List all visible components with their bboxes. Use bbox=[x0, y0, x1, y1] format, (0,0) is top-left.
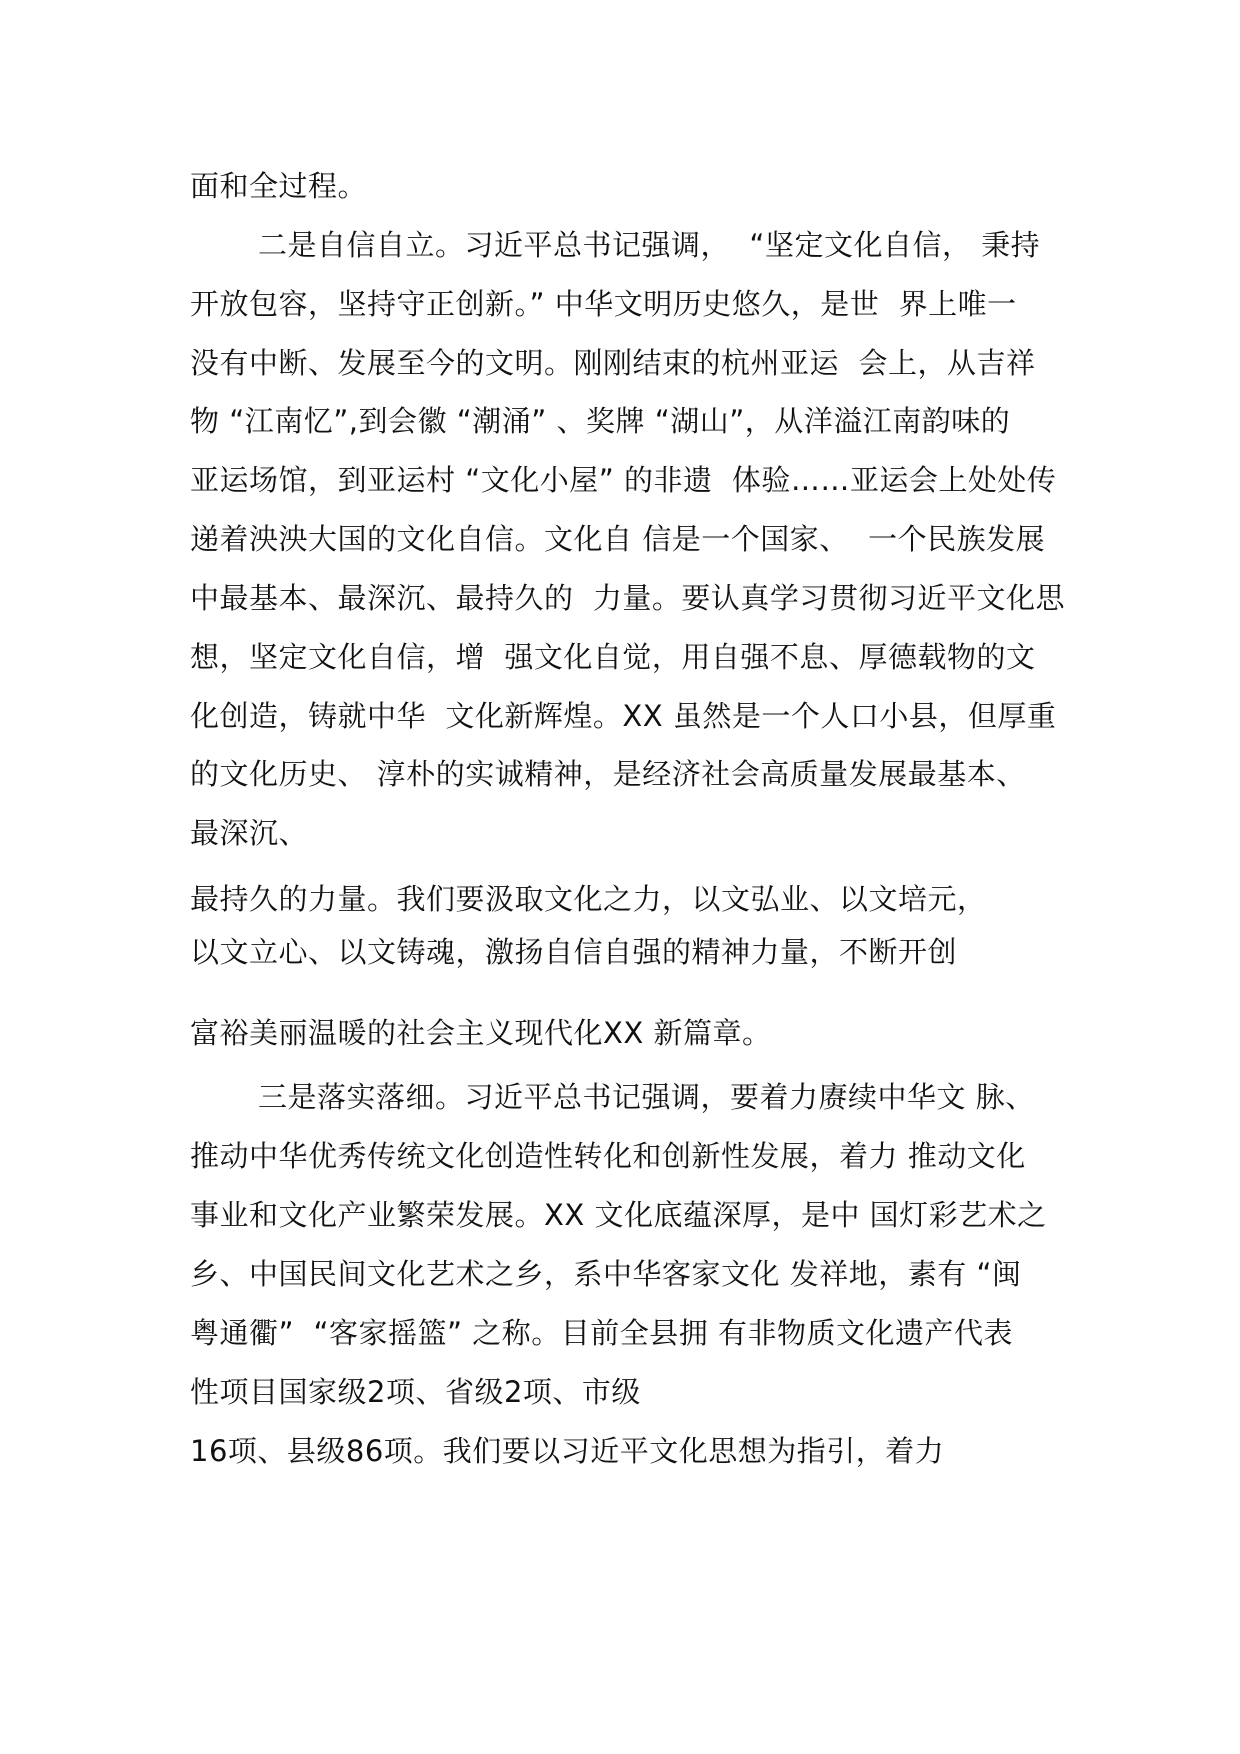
text-line: 没有中断、发展至今的文明。刚刚结束的杭州亚运 会上，从吉祥 bbox=[190, 346, 1036, 380]
text-line: 物 “江南忆”,到会徽 “潮涌” 、奖牌 “湖山”，从洋溢江南韵味的 bbox=[190, 404, 1011, 438]
text-line: 以文立心、以文铸魂，激扬自信自强的精神力量，不断开创 bbox=[190, 935, 958, 969]
text-line: 富裕美丽温暖的社会主义现代化XX 新篇章。 bbox=[190, 1016, 772, 1050]
text-line: 事业和文化产业繁荣发展。XX 文化底蕴深厚，是中 国灯彩艺术之 bbox=[190, 1198, 1047, 1232]
text-line: 乡、中国民间文化艺术之乡，系中华客家文化 发祥地，素有 “闽 bbox=[190, 1257, 1022, 1291]
text-line: 中最基本、最深沉、最持久的 力量。要认真学习贯彻习近平文化思 bbox=[190, 581, 1065, 615]
text-line: 亚运场馆，到亚运村 “文化小屋” 的非遗 体验……亚运会上处处传 bbox=[190, 463, 1057, 497]
text-line: 想，坚定文化自信，增 强文化自觉，用自强不息、厚德载物的文 bbox=[190, 640, 1036, 674]
text-line: 最持久的力量。我们要汲取文化之力，以文弘业、以文培元， bbox=[190, 882, 987, 916]
text-line: 化创造，铸就中华 文化新辉煌。XX 虽然是一个人口小县，但厚重 bbox=[190, 699, 1057, 733]
text-line: 最深沉、 bbox=[190, 816, 309, 850]
text-line: 面和全过程。 bbox=[190, 169, 368, 203]
text-line: 推动中华优秀传统文化创造性转化和创新性发展，着力 推动文化 bbox=[190, 1139, 1026, 1173]
text-line: 的文化历史、 淳朴的实诚精神，是经济社会高质量发展最基本、 bbox=[190, 757, 1026, 791]
text-line: 三是落实落细。习近平总书记强调，要着力赓续中华文 脉、 bbox=[258, 1080, 1035, 1114]
text-line: 性项目国家级2项、省级2项、市级 bbox=[190, 1375, 641, 1409]
text-line: 递着泱泱大国的文化自信。文化自 信是一个国家、 一个民族发展 bbox=[190, 522, 1046, 556]
text-line: 粤通衢” “客家摇篮” 之称。目前全县拥 有非物质文化遗产代表 bbox=[190, 1316, 1013, 1350]
text-line: 二是自信自立。习近平总书记强调， “坚定文化自信， 秉持 bbox=[258, 228, 1041, 262]
text-line: 开放包容，坚持守正创新。” 中华文明历史悠久，是世 界上唯一 bbox=[190, 287, 1017, 321]
text-line: 16项、县级86项。我们要以习近平文化思想为指引，着力 bbox=[190, 1434, 945, 1468]
